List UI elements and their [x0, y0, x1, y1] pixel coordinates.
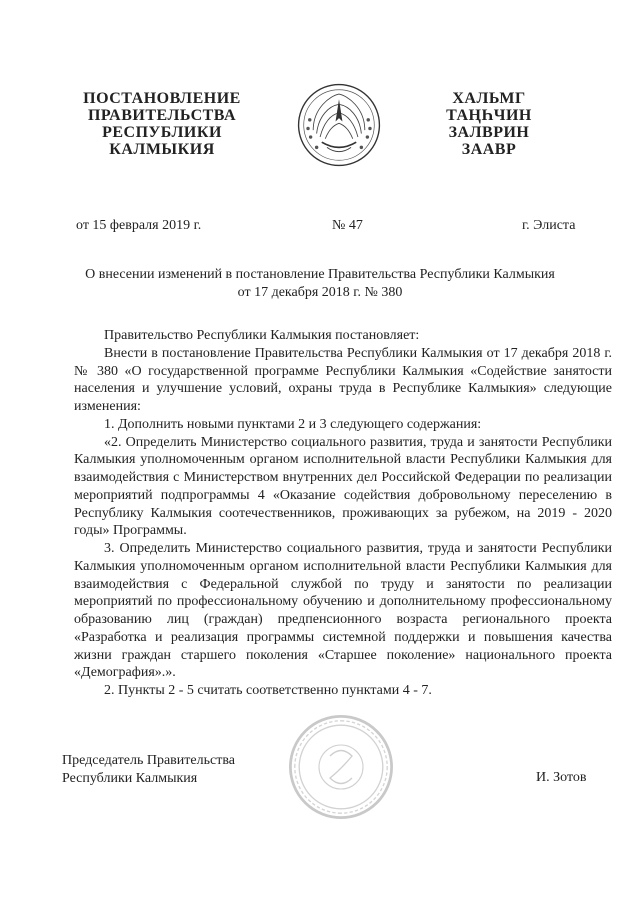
document-title [20, 266, 620, 302]
document-body [74, 327, 612, 700]
signer-name: И. Зотов [536, 770, 587, 785]
paragraph-item-2: 2. Пункты 2 - 5 считать соответственно пунктами 4 - 7. [104, 683, 432, 698]
coat-of-arms-emblem-icon [296, 82, 382, 168]
paragraph-amend-intro: Внести в постановление Правительства Республики Калмыкия от 17 декабря 2018 г. № 380 «О государственной программе Республики Калмыкия «Содействие занятости населения и улучшение условий, охраны труда в Республике Калмыкия» следующие изменения: [74, 345, 612, 414]
paragraph-item-1: 1. Дополнить новыми пунктами 2 и 3 следующего содержания: [104, 416, 482, 432]
header-left-russian [62, 90, 262, 158]
paragraph-new-item-2: «2. Определить Министерство социального развития, труда и занятости Республики Калмыкия уполномоченным органом исполнительной власти Республики Калмыкия для взаимодействия с Министерством внутренних дел Российской Федерации по реализации мероприятий подпрограммы 4 «Оказание содействия добровольному переселению в Республику Калмыкия соотечественников, проживающих за рубежом, на 2019 - 2020 годы» Программы. [74, 434, 612, 539]
document-number: № 47 [332, 218, 363, 233]
signature-position-line-2: Республики Калмыкия [62, 771, 198, 786]
document-city: г. Элиста [522, 218, 576, 233]
header-right-line-2: ТАҢҺЧИН [446, 107, 532, 124]
header-right-line-4: ЗААВР [461, 141, 517, 158]
header-right-kalmyk [389, 90, 589, 158]
header-right-line-1: ХАЛЬМГ [452, 90, 526, 107]
document-title-line-1: О внесении изменений в постановление Правительства Республики Калмыкия [85, 267, 555, 282]
paragraph-new-item-3: 3. Определить Министерство социального развития, труда и занятости Республики Калмыкия уполномоченным органом исполнительной власти Республики Калмыкия для взаимодействия с Федеральной службой по труду и занятости по реализации мероприятий по профессиональному обучению и дополнительному профессиональному образованию лиц (граждан) предпенсионного возраста регионального проекта «Разработка и реализация программы системной поддержки и повышения качества жизни граждан старшего поколения «Старшее поколение» национального проекта «Демография».». [74, 541, 612, 681]
document-title-line-2: от 17 декабря 2018 г. № 380 [237, 285, 403, 300]
header-left-line-4: КАЛМЫКИЯ [109, 141, 215, 158]
header-left-line-1: ПОСТАНОВЛЕНИЕ [83, 90, 241, 107]
paragraph-preamble: Правительство Республики Калмыкия постановляет: [104, 328, 420, 343]
document-date: от 15 февраля 2019 г. [76, 218, 202, 233]
header-left-line-3: РЕСПУБЛИКИ [102, 124, 222, 141]
header-left-line-2: ПРАВИТЕЛЬСТВА [87, 107, 237, 124]
signature-position-line-1: Председатель Правительства [62, 753, 235, 768]
header-right-line-3: ЗАЛВРИН [448, 124, 530, 141]
signature-block [62, 752, 235, 788]
official-seal-stamp-icon [286, 712, 396, 822]
